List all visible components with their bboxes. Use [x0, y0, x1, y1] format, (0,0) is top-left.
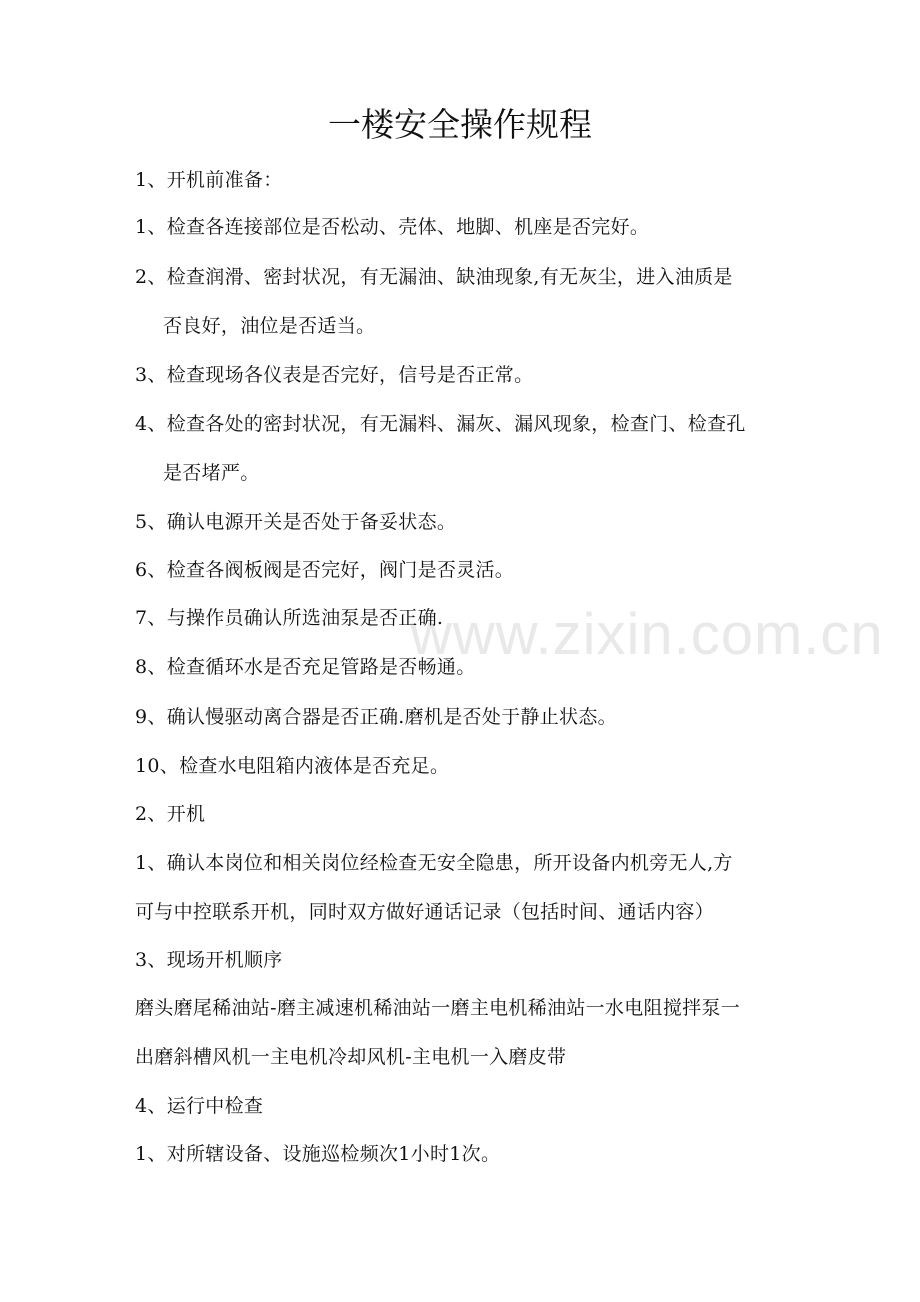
paragraph-line-continued: 否良好，油位是否适当。	[163, 315, 376, 337]
section-heading: 4、运行中检查	[135, 1095, 264, 1117]
paragraph-line: 1、对所辖设备、设施巡检频次1小时1次。	[135, 1143, 501, 1165]
section-heading: 2、开机	[135, 803, 206, 825]
paragraph-line: 10、检查水电阻箱内液体是否充足。	[135, 755, 450, 777]
paragraph-line: 2、检查润滑、密封状况，有无漏油、缺油现象,有无灰尘，进入油质是	[135, 266, 733, 288]
paragraph-line: 出磨斜槽风机一主电机冷却风机-主电机一入磨皮带	[135, 1046, 567, 1068]
paragraph-line: 5、确认电源开关是否处于备妥状态。	[135, 511, 457, 533]
paragraph-line-continued: 是否堵严。	[163, 462, 260, 484]
paragraph-line: 4、检查各处的密封状况，有无漏料、漏灰、漏风现象，检查门、检查孔	[135, 413, 746, 435]
paragraph-line: 1、确认本岗位和相关岗位经检查无安全隐患，所开设备内机旁无人,方	[135, 852, 733, 874]
paragraph-line: 9、确认慢驱动离合器是否正确.磨机是否处于静止状态。	[135, 706, 617, 728]
section-heading: 1、开机前准备：	[135, 169, 283, 191]
paragraph-line: 可与中控联系开机，同时双方做好通话记录（包括时间、通话内容）	[135, 901, 715, 923]
paragraph-line: 6、检查各阀板阀是否完好，阀门是否灵活。	[135, 559, 515, 581]
paragraph-line: 3、检查现场各仪表是否完好，信号是否正常。	[135, 364, 534, 386]
paragraph-line: 8、检查循环水是否充足管路是否畅通。	[135, 656, 476, 678]
watermark: www.zixin.com.cn	[410, 602, 884, 667]
paragraph-line: 7、与操作员确认所选油泵是否正确.	[135, 607, 444, 629]
paragraph-line: 磨头磨尾稀油站-磨主减速机稀油站一磨主电机稀油站一水电阻搅拌泵一	[135, 997, 741, 1019]
section-heading: 3、现场开机顺序	[135, 949, 283, 971]
paragraph-line: 1、检查各连接部位是否松动、壳体、地脚、机座是否完好。	[135, 216, 650, 238]
document-title: 一楼安全操作规程	[328, 105, 592, 144]
